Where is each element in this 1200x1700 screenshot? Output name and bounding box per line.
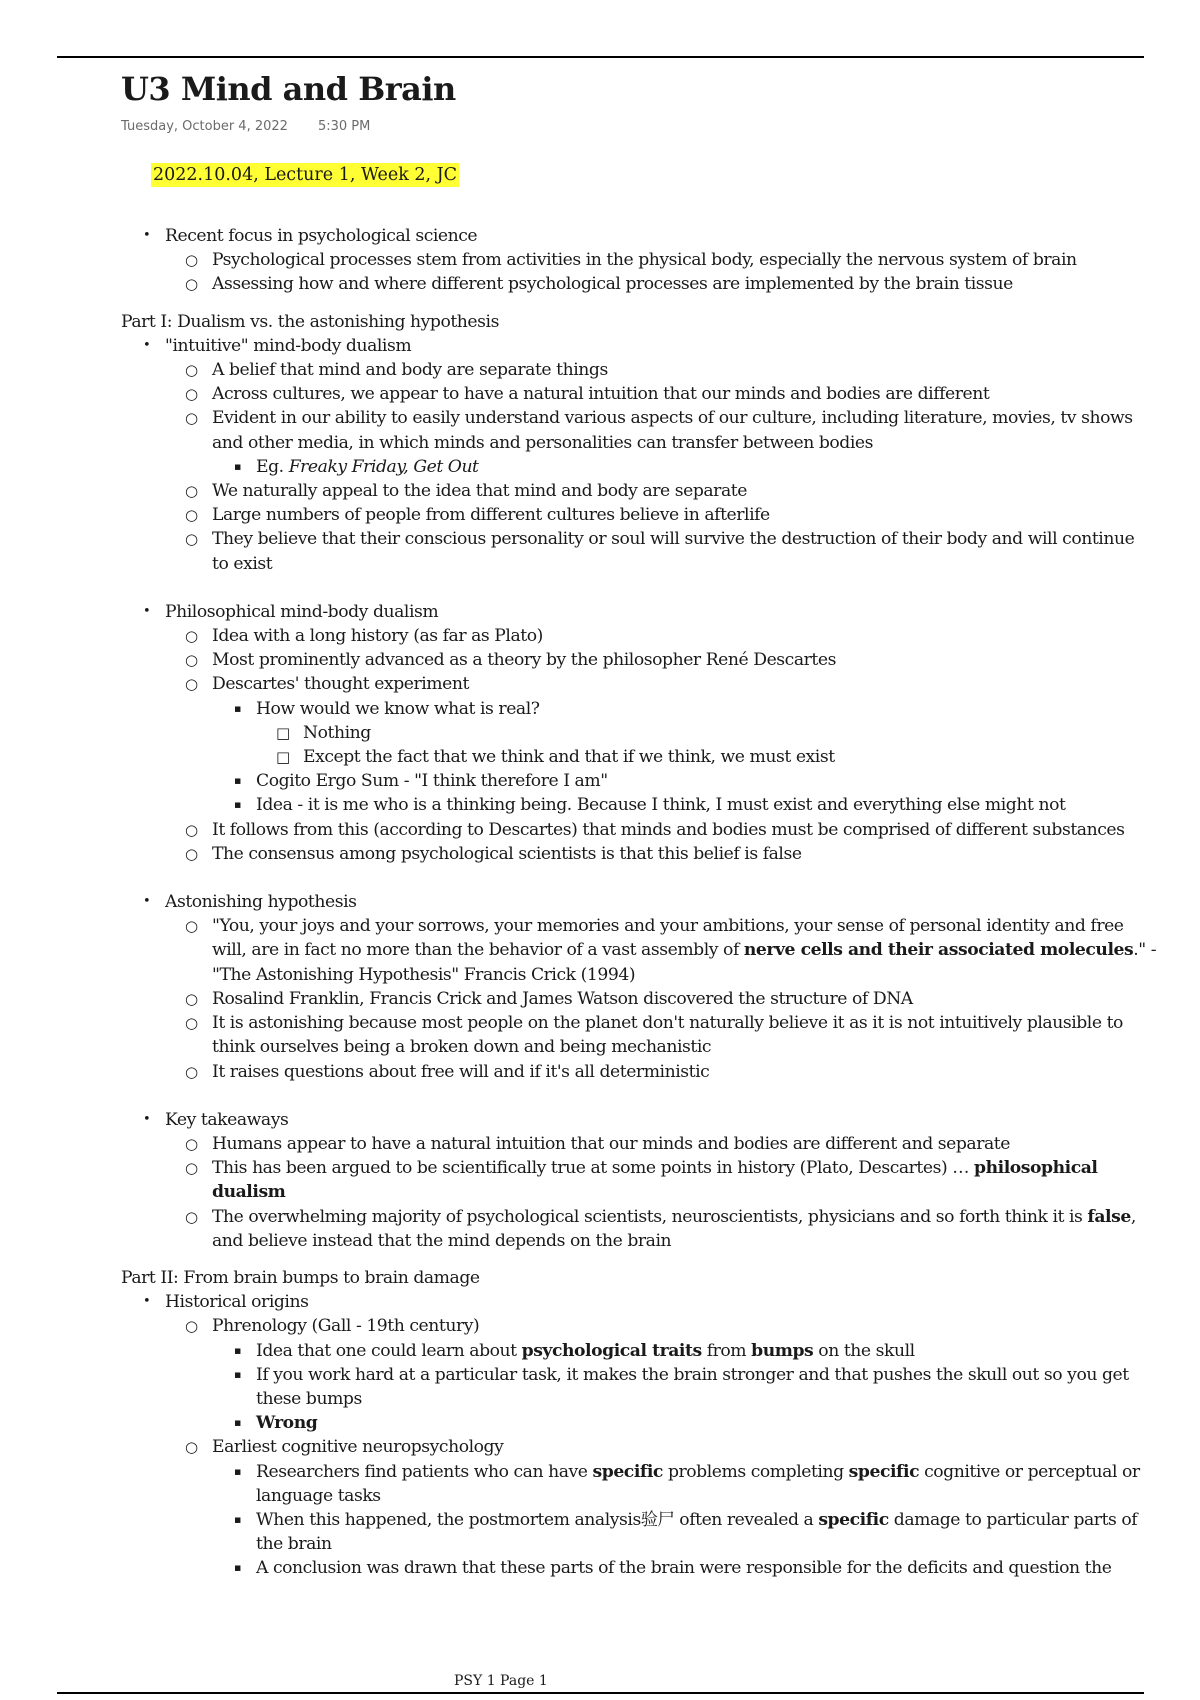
list-item: ▪ Eg. Freaky Friday, Get Out <box>121 455 1176 479</box>
list-item-continuation: to exist <box>212 553 273 574</box>
bullet-dot-icon: • <box>143 337 151 353</box>
list-item: • Historical origins <box>121 1290 1176 1314</box>
bullet-circle-icon: ○ <box>185 1207 198 1226</box>
bullet-circle-icon: ○ <box>185 251 198 270</box>
bullet-dot-icon: • <box>143 228 151 243</box>
list-item-continuation: language tasks <box>256 1485 381 1506</box>
bullet-circle-icon: ○ <box>185 1134 198 1153</box>
list-item: ○ Idea with a long history (as far as Plato) <box>121 624 1176 648</box>
bullet-square-icon: ▪ <box>234 1561 242 1575</box>
highlighted-lecture-tag: 2022.10.04, Lecture 1, Week 2, JC <box>153 165 458 185</box>
bullet-circle-icon: ○ <box>185 627 198 646</box>
bullet-circle-icon: ○ <box>185 506 198 525</box>
page-title: U3 Mind and Brain <box>121 70 456 108</box>
list-item: ○ A belief that mind and body are separate things <box>121 358 1176 382</box>
list-item: ○ Large numbers of people from different cultures believe in afterlife <box>121 503 1176 527</box>
list-item-continuation: the brain <box>256 1534 332 1555</box>
list-item: ○ The consensus among psychological scientists is that this belief is false <box>121 842 1176 866</box>
list-item: ○ We naturally appeal to the idea that mind and body are separate <box>121 479 1176 503</box>
bullet-circle-icon: ○ <box>185 530 198 549</box>
list-item: ○ It follows from this (according to Descartes) that minds and bodies must be comprised of different substances <box>121 818 1176 842</box>
bullet-square-icon: ▪ <box>234 1343 242 1357</box>
page-date: Tuesday, October 4, 2022 <box>121 119 288 134</box>
bullet-circle-icon: ○ <box>185 1438 198 1457</box>
list-item: ○ Assessing how and where different psychological processes are implemented by the brain tissue <box>121 272 1176 296</box>
bullet-circle-icon: ○ <box>185 361 198 380</box>
bullet-hollow-square-icon: □ <box>276 748 290 767</box>
list-item: ▪ Wrong <box>121 1411 1176 1435</box>
bullet-square-icon: ▪ <box>234 798 242 812</box>
list-item: □ Except the fact that we think and that if we think, we must exist <box>121 745 1176 769</box>
list-item: ▪ Idea - it is me who is a thinking being. Because I think, I must exist and everything else might not <box>121 793 1176 817</box>
bullet-dot-icon: • <box>143 1111 151 1127</box>
section-heading-part-1: Part I: Dualism vs. the astonishing hypothesis <box>121 311 499 332</box>
list-item: ▪ A conclusion was drawn that these parts of the brain were responsible for the deficits and question the <box>121 1556 1176 1580</box>
list-item: ▪ When this happened, the postmortem analysis验尸 often revealed a specific damage to particular parts of <box>121 1508 1176 1532</box>
list-item: ○ Humans appear to have a natural intuition that our minds and bodies are different and separate <box>121 1132 1176 1156</box>
bullet-hollow-square-icon: □ <box>276 723 290 742</box>
list-item: ○ Most prominently advanced as a theory by the philosopher René Descartes <box>121 648 1176 672</box>
bullet-circle-icon: ○ <box>185 1159 198 1178</box>
list-item: ○ "You, your joys and your sorrows, your memories and your ambitions, your sense of personal identity and free <box>121 914 1176 938</box>
bullet-square-icon: ▪ <box>234 459 242 473</box>
bullet-circle-icon: ○ <box>185 1014 198 1033</box>
bottom-rule <box>57 1692 1144 1694</box>
page-footer: PSY 1 Page 1 <box>454 1673 548 1689</box>
bullet-square-icon: ▪ <box>234 1464 242 1478</box>
top-rule <box>57 56 1144 58</box>
page-time: 5:30 PM <box>317 119 371 134</box>
list-item-continuation: these bumps <box>256 1388 362 1409</box>
list-item-continuation: and believe instead that the mind depends on the brain <box>212 1230 672 1251</box>
bullet-circle-icon: ○ <box>185 1062 198 1081</box>
list-item: ▪ Researchers find patients who can have specific problems completing specific cognitive or perceptual or <box>121 1460 1176 1484</box>
bullet-circle-icon: ○ <box>185 651 198 670</box>
list-item: ○ Evident in our ability to easily understand various aspects of our culture, including literature, movies, tv shows <box>121 406 1176 430</box>
bullet-square-icon: ▪ <box>234 1367 242 1381</box>
bullet-circle-icon: ○ <box>185 275 198 294</box>
section-heading-part-2: Part II: From brain bumps to brain damage <box>121 1267 480 1288</box>
bullet-circle-icon: ○ <box>185 482 198 501</box>
list-item: ○ Descartes' thought experiment <box>121 672 1176 696</box>
bullet-circle-icon: ○ <box>185 385 198 404</box>
bullet-circle-icon: ○ <box>185 917 198 936</box>
list-item: ○ Rosalind Franklin, Francis Crick and James Watson discovered the structure of DNA <box>121 987 1176 1011</box>
list-item-continuation: think ourselves being a broken down and being mechanistic <box>212 1037 712 1058</box>
bullet-circle-icon: ○ <box>185 844 198 863</box>
list-item: ▪ Idea that one could learn about psychological traits from bumps on the skull <box>121 1339 1176 1363</box>
list-item: • Philosophical mind-body dualism <box>121 600 1176 624</box>
list-item: ○ Psychological processes stem from activities in the physical body, especially the nervous system of brain <box>121 248 1176 272</box>
list-item: ○ Earliest cognitive neuropsychology <box>121 1435 1176 1459</box>
bullet-square-icon: ▪ <box>234 1512 242 1526</box>
list-item-continuation: "The Astonishing Hypothesis" Francis Crick (1994) <box>212 964 636 985</box>
list-item: ○ The overwhelming majority of psychological scientists, neuroscientists, physicians and so forth think it is false, <box>121 1205 1176 1229</box>
list-item: ▪ How would we know what is real? <box>121 697 1176 721</box>
bullet-square-icon: ▪ <box>234 701 242 715</box>
list-item: • Recent focus in psychological science <box>121 224 1176 248</box>
list-item: ○ They believe that their conscious personality or soul will survive the destruction of their body and will continue <box>121 527 1176 551</box>
list-item: ▪ Cogito Ergo Sum - "I think therefore I am" <box>121 769 1176 793</box>
list-item-continuation: and other media, in which minds and personalities can transfer between bodies <box>212 432 873 453</box>
list-item: ○ It raises questions about free will and if it's all deterministic <box>121 1060 1176 1084</box>
bullet-dot-icon: • <box>143 1294 151 1310</box>
list-item: • Key takeaways <box>121 1108 1176 1132</box>
list-item: ○ This has been argued to be scientifically true at some points in history (Plato, Descartes) … philosophical <box>121 1156 1176 1180</box>
list-item: • "intuitive" mind-body dualism <box>121 334 1176 358</box>
bullet-dot-icon: • <box>143 894 151 910</box>
bullet-circle-icon: ○ <box>185 409 198 428</box>
list-item: ○ Phrenology (Gall - 19th century) <box>121 1314 1176 1338</box>
bullet-square-icon: ▪ <box>234 1416 242 1430</box>
bullet-circle-icon: ○ <box>185 675 198 694</box>
bullet-circle-icon: ○ <box>185 1317 198 1336</box>
list-item: ○ It is astonishing because most people on the planet don't naturally believe it as it is not intuitively plausible to <box>121 1011 1176 1035</box>
list-item-continuation: will, are in fact no more than the behavior of a vast assembly of nerve cells and their associated molecules." - <box>212 940 1157 961</box>
list-item-continuation: dualism <box>212 1182 286 1203</box>
bullet-dot-icon: • <box>143 603 151 619</box>
list-item: ○ Across cultures, we appear to have a natural intuition that our minds and bodies are different <box>121 382 1176 406</box>
bullet-square-icon: ▪ <box>234 774 242 788</box>
notes-body <box>121 224 1176 1581</box>
list-item: ▪ If you work hard at a particular task, it makes the brain stronger and that pushes the skull out so you get <box>121 1363 1176 1387</box>
bullet-circle-icon: ○ <box>185 989 198 1008</box>
bullet-circle-icon: ○ <box>185 820 198 839</box>
list-item: □ Nothing <box>121 721 1176 745</box>
list-item: • Astonishing hypothesis <box>121 890 1176 914</box>
page-meta <box>121 119 370 134</box>
